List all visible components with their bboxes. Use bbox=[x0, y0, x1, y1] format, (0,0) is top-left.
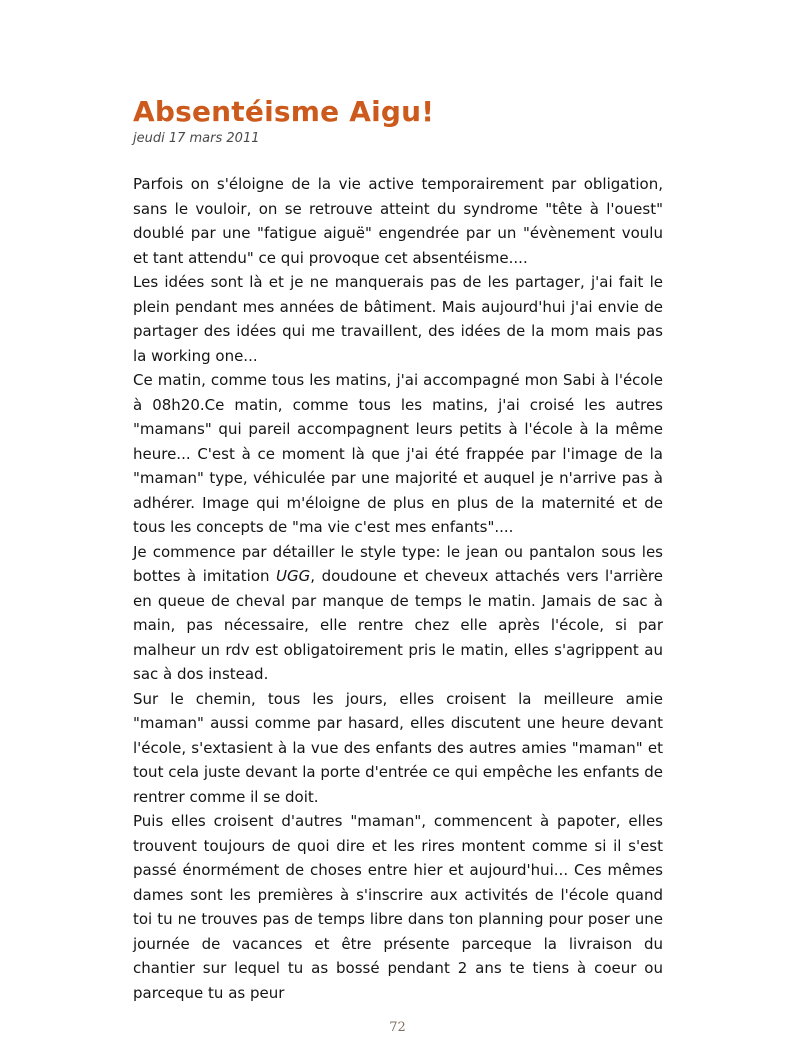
paragraph: Sur le chemin, tous les jours, elles croisent la meilleure amie "maman" aussi comme par hasard, elles discutent une heure devant l'école, s'extasient à la vue des enfants des autres amies "maman" et tout cela juste devant la porte d'entrée ce qui empêche les enfants de rentrer comme il se doit. bbox=[133, 689, 663, 806]
paragraph-text: Je commence par détailler le style type: le jean ou pantalon sous les bottes à imitation bbox=[133, 542, 663, 585]
paragraph bbox=[133, 540, 663, 687]
post-date: jeudi 17 mars 2011 bbox=[133, 131, 260, 146]
paragraph: Ce matin, comme tous les matins, j'ai accompagné mon Sabi à l'école à 08h20.Ce matin, comme tous les matins, j'ai croisé les autres "mamans" qui pareil accompagnent leurs petits à l'école à la même heure... C'est à ce moment là que j'ai été frappée par l'image de la "maman" type, véhiculée par une majorité et auquel je n'arrive pas à adhérer. Image qui m'éloigne de plus en plus de la maternité et de tous les concepts de "ma vie c'est mes enfants".... bbox=[133, 371, 663, 536]
paragraph: Puis elles croisent d'autres "maman", commencent à papoter, elles trouvent toujours de quoi dire et les rires montent comme si il s'est passé énormément de choses entre hier et aujourd'hui... Ces mêmes dames sont les premières à s'inscrire aux activités de l'école quand toi tu ne trouves pas de temps libre dans ton planning pour poser une journée de vacances et être présente parceque la livraison du chantier sur lequel tu as bossé pendant 2 ans te tiens à coeur ou parceque tu as peur bbox=[133, 812, 663, 1002]
post-body bbox=[133, 172, 663, 1005]
article-content bbox=[133, 96, 663, 1005]
page-number: 72 bbox=[389, 1020, 406, 1035]
paragraph: Parfois on s'éloigne de la vie active temporairement par obligation, sans le vouloir, on se retrouve atteint du syndrome "tête à l'ouest" doublé par une "fatigue aiguë" engendrée par un "évènement voulu et tant attendu" ce qui provoque cet absentéisme.... bbox=[133, 175, 663, 267]
emphasis-ugg: UGG bbox=[276, 567, 311, 585]
paragraph-text: , doudoune et cheveux attachés vers l'arrière en queue de cheval par manque de temps le matin. Jamais de sac à main, pas nécessaire, elle rentre chez elle après l'école, si par malheur un rdv est obligatoirement pris le matin, elles s'agrippent au sac à dos instead. bbox=[133, 567, 663, 683]
paragraph: Les idées sont là et je ne manquerais pas de les partager, j'ai fait le plein pendant mes années de bâtiment. Mais aujourd'hui j'ai envie de partager des idées qui me travaillent, des idées de la mom mais pas la working one... bbox=[133, 273, 663, 365]
post-title: Absentéisme Aigu! bbox=[133, 95, 435, 128]
